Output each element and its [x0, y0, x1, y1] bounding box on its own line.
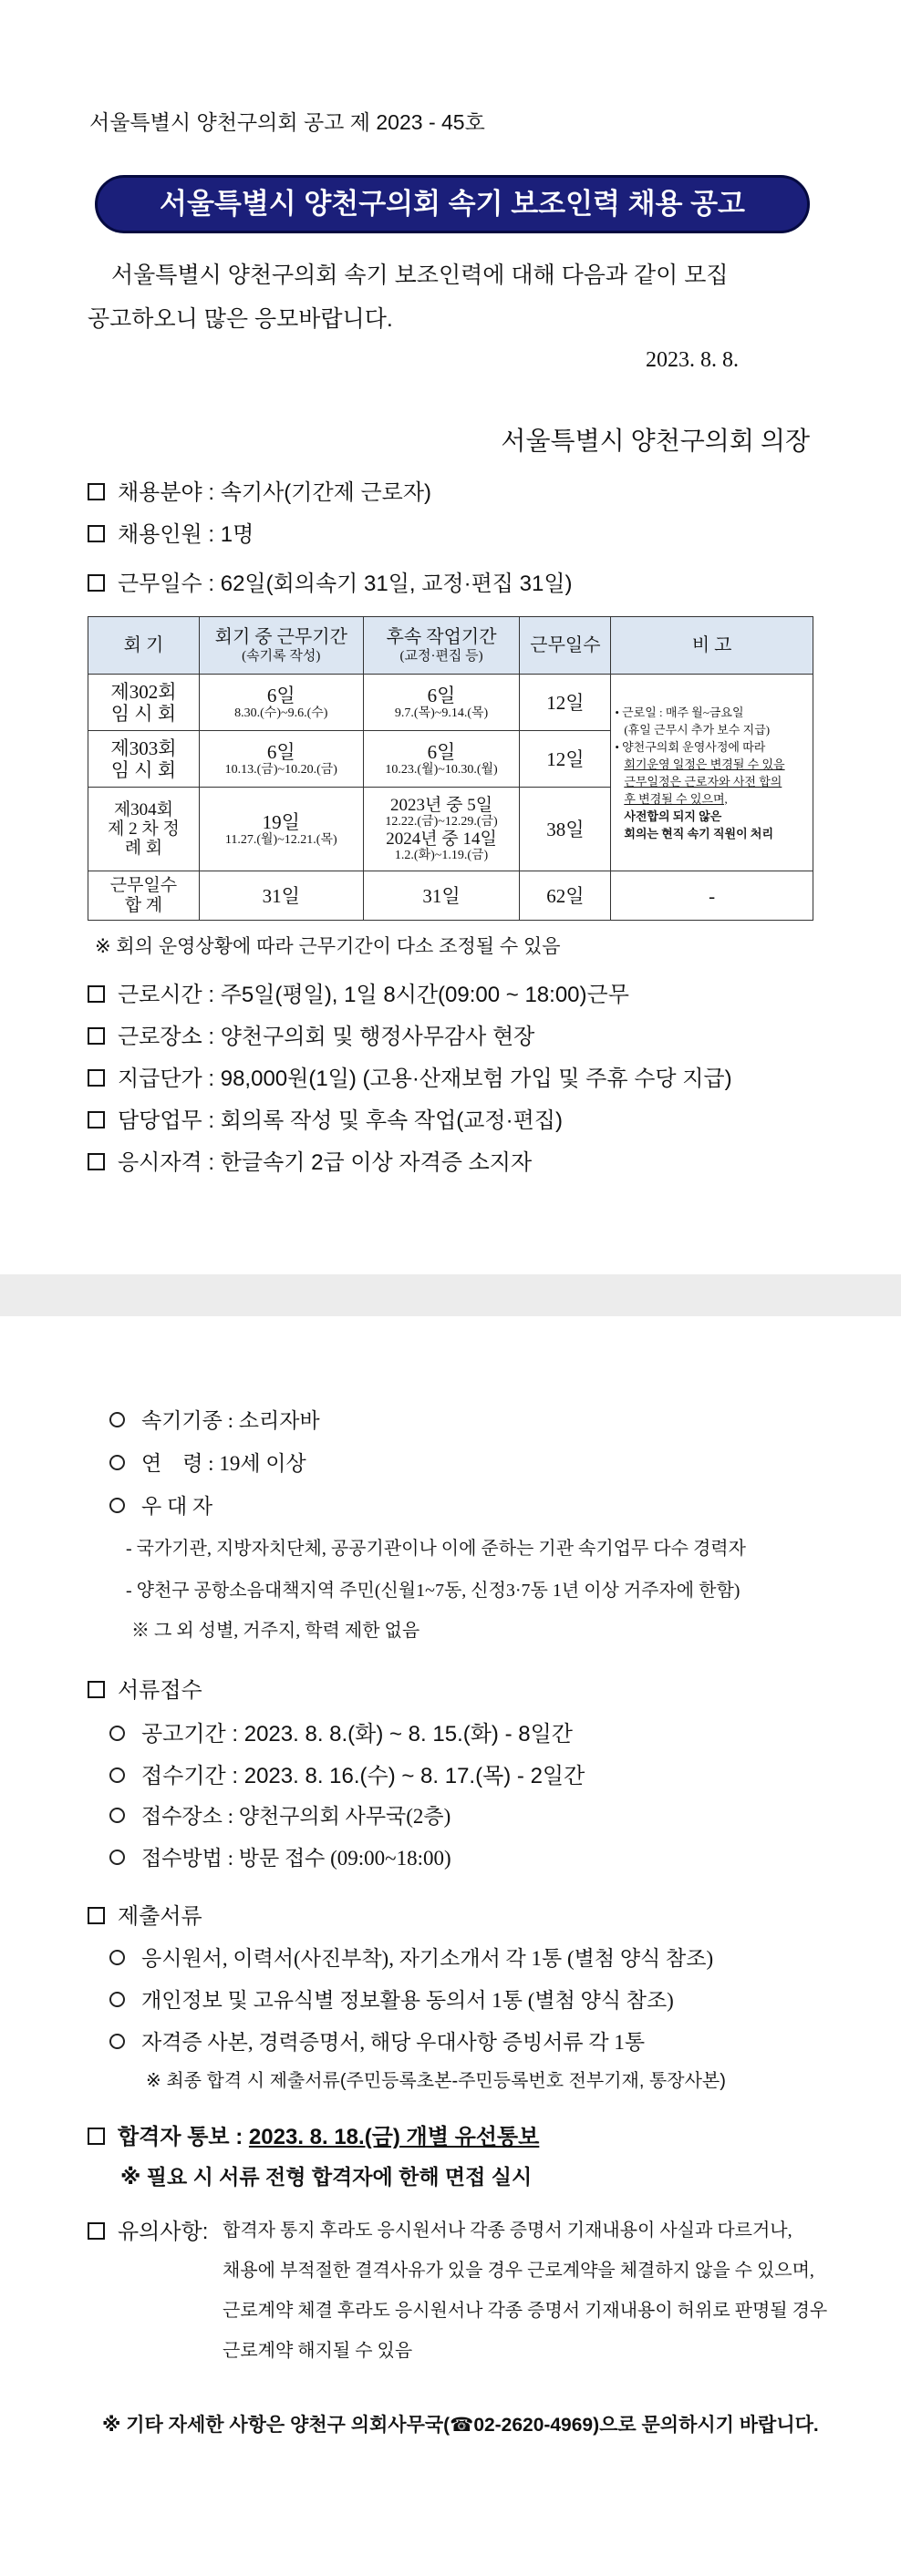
contact-footer: ※ 기타 자세한 사항은 양천구 의회사무국(☎02-2620-4969)으로 문의하시기 바랍니다. [102, 2415, 819, 2436]
circle-bullet-icon [109, 2034, 125, 2049]
checkbox-icon [88, 2222, 105, 2240]
checkbox-icon [88, 1069, 105, 1087]
after-cell: 2023년 중 5일 12.22.(금)~12.29.(금) 2024년 중 14일 1.2.(화)~1.19.(금) [363, 788, 520, 871]
during-cell: 6일 8.30.(수)~9.6.(수) [199, 675, 363, 731]
remarks-cell: • 근로일 : 매주 월~금요일 (휴일 근무시 추가 보수 지급) • 양천구의회 운영사정에 따라 회기운영 일정은 변경될 수 있음 근무일정은 근로자와 사전 합의 후 변경될 수 있으며, 사전합의 되지 않은 회의는 현직 속기 직원이 처리 [611, 675, 813, 871]
header-remarks: 비 고 [611, 617, 813, 675]
days-cell: 12일 [520, 731, 611, 788]
during-cell: 19일 11.27.(월)~12.21.(목) [199, 788, 363, 871]
result-notice-item: 합격자 통보 : 2023. 8. 18.(금) 개별 유선통보 [88, 2118, 539, 2150]
header-session: 회 기 [88, 617, 200, 675]
circle-bullet-icon [109, 1992, 125, 2007]
table-total-row [88, 871, 813, 921]
checkbox-icon [88, 1681, 105, 1698]
checkbox-icon [88, 2128, 105, 2145]
schedule-table [88, 616, 813, 921]
receipt-section-title: 서류접수 [88, 1672, 202, 1704]
recruit-count-item: 채용인원 : 1명 [88, 516, 254, 548]
notice-number: 서울특별시 양천구의회 공고 제 2023 - 45호 [89, 110, 485, 134]
circle-bullet-icon [109, 1412, 125, 1427]
checkbox-icon [88, 1153, 105, 1170]
receipt-period-item: 접수기간 : 2023. 8. 16.(수) ~ 8. 17.(목) - 2일간 [109, 1757, 585, 1789]
circle-bullet-icon [109, 1726, 125, 1741]
checkbox-icon [88, 1907, 105, 1924]
after-cell: 6일 9.7.(목)~9.14.(목) [363, 675, 520, 731]
days-cell: 38일 [520, 788, 611, 871]
caution-line-4: 근로계약 해지될 수 있음 [223, 2341, 413, 2361]
header-during: 회기 중 근무기간 (속기록 작성) [199, 617, 363, 675]
page-2 [0, 1316, 901, 2576]
days-cell: 12일 [520, 675, 611, 731]
checkbox-icon [88, 985, 105, 1003]
circle-bullet-icon [109, 1808, 125, 1823]
duty-item: 담당업무 : 회의록 작성 및 후속 작업(교정·편집) [88, 1102, 563, 1134]
circle-bullet-icon [109, 1850, 125, 1865]
table-header-row [88, 617, 813, 675]
circle-bullet-icon [109, 1950, 125, 1965]
work-days-item: 근무일수 : 62일(회의속기 31일, 교정·편집 31일) [88, 565, 573, 597]
documents-section-title: 제출서류 [88, 1898, 202, 1930]
stenotype-item: 속기기종 : 소리자바 [109, 1404, 320, 1434]
preferred-item: 우 대 자 [109, 1489, 212, 1520]
caution-line-1: 합격자 통지 후라도 응시원서나 각종 증명서 기재내용이 사실과 다르거나, [223, 2221, 792, 2241]
qualification-item: 응시자격 : 한글속기 2급 이상 자격증 소지자 [88, 1144, 532, 1176]
checkbox-icon [88, 574, 105, 592]
checkbox-icon [88, 1027, 105, 1045]
doc-item-3: 자격증 사본, 경력증명서, 해당 우대사항 증빙서류 각 1통 [109, 2025, 645, 2056]
during-cell: 6일 10.13.(금)~10.20.(금) [199, 731, 363, 788]
circle-bullet-icon [109, 1498, 125, 1513]
total-days-cell: 62일 [520, 871, 611, 921]
age-item: 연 령 : 19세 이상 [109, 1447, 306, 1477]
checkbox-icon [88, 483, 105, 500]
intro-line-1: 서울특별시 양천구의회 속기 보조인력에 대해 다음과 같이 모집 [111, 263, 729, 288]
page-title: 서울특별시 양천구의회 속기 보조인력 채용 공고 [95, 175, 810, 233]
table-note: ※ 회의 운영상황에 따라 근무기간이 다소 조정될 수 있음 [95, 936, 561, 957]
signer: 서울특별시 양천구의회 의장 [501, 428, 810, 456]
caution-line-2: 채용에 부적절한 결격사유가 있을 경우 근로계약을 체결하지 않을 수 있으며, [223, 2261, 814, 2281]
after-cell: 6일 10.23.(월)~10.30.(월) [363, 731, 520, 788]
header-days: 근무일수 [520, 617, 611, 675]
preferred-detail-1: - 국가기관, 지방자치단체, 공공기관이나 이에 준하는 기관 속기업무 다수 경력자 [126, 1539, 746, 1559]
total-label-cell: 근무일수 합 계 [88, 871, 200, 921]
intro-line-2: 공고하오니 많은 응모바랍니다. [88, 306, 393, 332]
session-cell: 제303회 임 시 회 [88, 731, 200, 788]
doc-item-1: 응시원서, 이력서(사진부착), 자기소개서 각 1통 (별첨 양식 참조) [109, 1942, 713, 1972]
total-after-cell: 31일 [363, 871, 520, 921]
session-cell: 제304회 제 2 차 정 례 회 [88, 788, 200, 871]
circle-bullet-icon [109, 1455, 125, 1470]
preferred-detail-2: - 양천구 공항소음대책지역 주민(신월1~7동, 신정3·7동 1년 이상 거주자에 한함) [126, 1581, 740, 1601]
caution-line-3: 근로계약 체결 후라도 응시원서나 각종 증명서 기재내용이 허위로 판명될 경우 [223, 2301, 828, 2321]
page-1 [0, 0, 901, 1274]
doc-item-2: 개인정보 및 고유식별 정보활용 동의서 1통 (별첨 양식 참조) [109, 1984, 674, 2014]
receipt-place-item: 접수장소 : 양천구의회 사무국(2층) [109, 1799, 450, 1829]
receipt-method-item: 접수방법 : 방문 접수 (09:00~18:00) [109, 1841, 451, 1871]
total-remarks-cell: - [611, 871, 813, 921]
date: 2023. 8. 8. [646, 348, 739, 372]
checkbox-icon [88, 1111, 105, 1128]
no-limit-note: ※ 그 외 성별, 거주지, 학력 제한 없음 [131, 1621, 420, 1641]
table-row [88, 675, 813, 731]
recruit-field-item: 채용분야 : 속기사(기간제 근로자) [88, 474, 431, 506]
total-during-cell: 31일 [199, 871, 363, 921]
interview-note: ※ 필요 시 서류 전형 합격자에 한해 면접 실시 [120, 2165, 533, 2189]
work-place-item: 근로장소 : 양천구의회 및 행정사무감사 현장 [88, 1018, 534, 1050]
checkbox-icon [88, 525, 105, 542]
session-cell: 제302회 임 시 회 [88, 675, 200, 731]
caution-label: 유의사항: [88, 2213, 208, 2245]
pay-item: 지급단가 : 98,000원(1일) (고용·산재보험 가입 및 주휴 수당 지급) [88, 1060, 732, 1092]
notice-period-item: 공고기간 : 2023. 8. 8.(화) ~ 8. 15.(화) - 8일간 [109, 1716, 573, 1747]
header-after: 후속 작업기간 (교정·편집 등) [363, 617, 520, 675]
docs-final-note: ※ 최종 합격 시 제출서류(주민등록초본-주민등록번호 전부기재, 통장사본) [146, 2071, 726, 2091]
circle-bullet-icon [109, 1767, 125, 1783]
work-hours-item: 근로시간 : 주5일(평일), 1일 8시간(09:00 ~ 18:00)근무 [88, 976, 629, 1008]
